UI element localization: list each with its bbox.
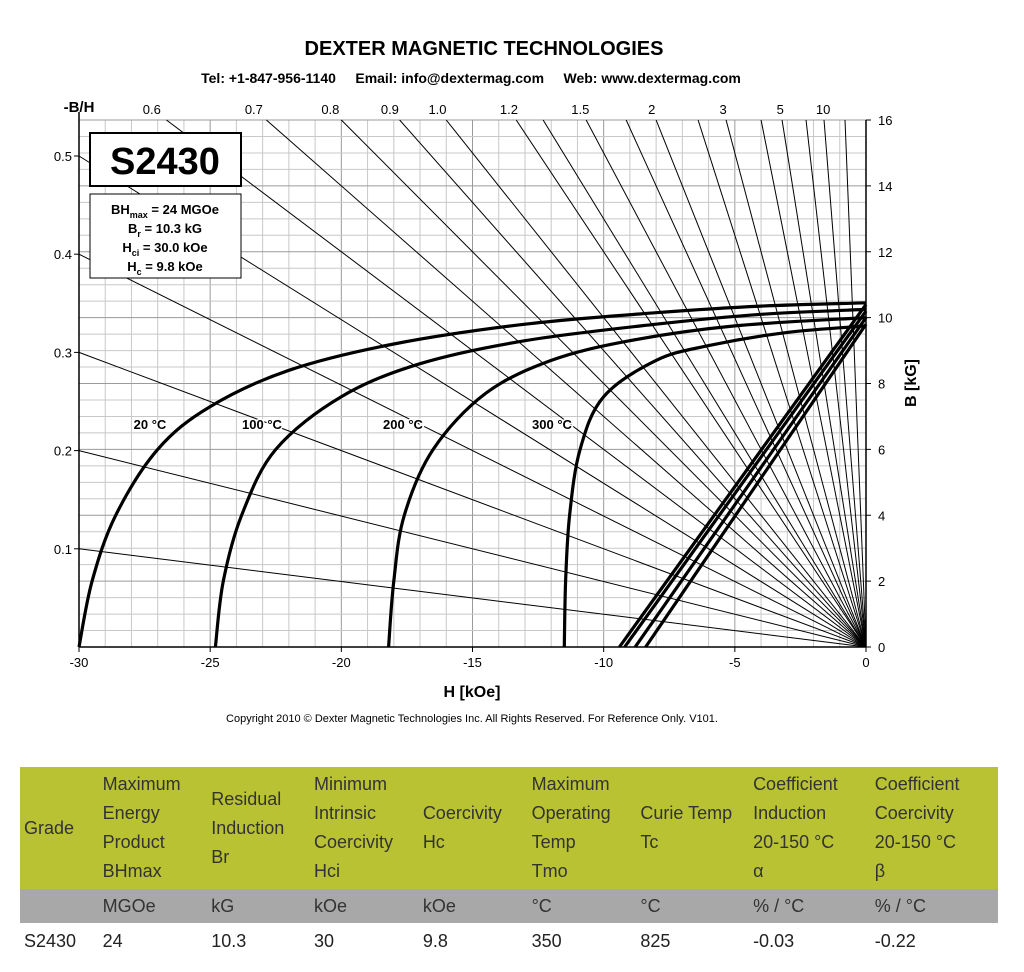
table-row — [20, 923, 998, 959]
left-tick-label: 0.5 — [53, 149, 72, 164]
x-tick-label: -25 — [200, 655, 220, 670]
table-cell: -0.03 — [753, 931, 795, 951]
table-unit-cell: kOe — [419, 889, 528, 923]
table-cell: 30 — [314, 931, 335, 951]
load-line-label: 2 — [648, 102, 656, 117]
curve-temp-label: 100 °C — [242, 417, 282, 432]
table-unit-cell — [20, 889, 99, 923]
x-tick-label: 0 — [862, 655, 870, 670]
table-header-cell: Residual Induction Br — [207, 767, 310, 889]
left-tick-label: 0.1 — [53, 541, 72, 557]
curve-temp-label: 300 °C — [532, 417, 572, 432]
grade-box — [90, 133, 241, 186]
y-tick-label: 10 — [878, 310, 893, 326]
table-header-cell: Grade — [20, 767, 99, 889]
y-tick-label: 16 — [878, 113, 893, 128]
left-tick-label: 0.2 — [53, 443, 72, 459]
load-line-label: 1.2 — [499, 102, 518, 117]
table-body — [20, 923, 998, 959]
table-header-cell: Coercivity Hc — [419, 767, 528, 889]
table-header-cell: Coefficient Induction 20-150 °C α — [749, 767, 871, 889]
table-header-cell: Maximum Operating Temp Tmo — [528, 767, 637, 889]
table-unit-cell: % / °C — [749, 889, 871, 923]
y-axis-label: B [kG] — [903, 359, 920, 407]
properties-table — [20, 767, 998, 959]
table-header-cell: Curie Temp Tc — [636, 767, 749, 889]
table-unit-cell: kG — [207, 889, 310, 923]
y-tick-label: 12 — [878, 244, 893, 260]
property-line: $H_c = 9.8$ kOe — [127, 259, 203, 277]
x-axis-label: H [kOe] — [443, 684, 501, 701]
table-cell: 350 — [531, 931, 562, 951]
property-line: $BH_{max} = 24$ MGOe — [111, 202, 219, 220]
load-line-label: 10 — [815, 102, 831, 117]
table-cell: 10.3 — [211, 931, 247, 951]
y-tick-label: 8 — [878, 376, 886, 392]
table-cell: -0.22 — [874, 931, 916, 951]
property-line: $H_{ci} = 30.0$ kOe — [122, 240, 208, 258]
x-tick-label: -20 — [331, 655, 351, 670]
x-tick-label: -30 — [69, 655, 89, 670]
table-unit-cell: % / °C — [871, 889, 998, 923]
company-title: DEXTER MAGNETIC TECHNOLOGIES — [304, 38, 664, 60]
load-line-label: 1.5 — [571, 102, 590, 117]
load-line-label: 0.7 — [244, 102, 263, 117]
load-line-label: 5 — [776, 102, 784, 117]
properties-box — [90, 194, 241, 278]
y-tick-label: 6 — [878, 442, 886, 458]
y-tick-label: 14 — [878, 178, 893, 194]
y-tick-label: 0 — [878, 640, 886, 655]
curve-temp-label: 200 °C — [383, 417, 423, 432]
table-cell: 825 — [640, 931, 671, 951]
load-line-label: 1.0 — [428, 102, 447, 117]
x-tick-label: -5 — [729, 655, 741, 670]
table-unit-cell: °C — [636, 889, 749, 923]
left-tick-label: 0.3 — [53, 345, 72, 361]
table-header-cell: Maximum Energy Product BHmax — [99, 767, 208, 889]
table-units-row — [20, 889, 998, 923]
curve-temp-label: 20 °C — [133, 417, 167, 432]
copyright-text: Copyright 2010 © Dexter Magnetic Technologies Inc. All Rights Reserved. For Reference Only. V101. — [226, 713, 718, 725]
load-line-label: 0.9 — [380, 102, 399, 117]
table-cell: S2430 — [24, 931, 77, 951]
x-tick-label: -15 — [463, 655, 482, 670]
load-line-label: 0.8 — [321, 102, 340, 117]
grade-label: S2430 — [110, 141, 220, 183]
table-header-row — [20, 767, 998, 889]
table-cell: 24 — [102, 931, 123, 951]
x-tick-label: -10 — [594, 655, 614, 670]
y-tick-label: 4 — [878, 508, 886, 524]
load-line-label: 0.6 — [142, 102, 161, 117]
left-axis-label: -B/H — [63, 99, 95, 116]
left-tick-label: 0.4 — [53, 247, 72, 263]
table-unit-cell: °C — [528, 889, 637, 923]
table-unit-cell: MGOe — [99, 889, 208, 923]
property-line: $B_r = 10.3$ kG — [128, 221, 202, 239]
table-cell: 9.8 — [422, 931, 448, 951]
table-unit-cell: kOe — [310, 889, 419, 923]
table-header-cell: Minimum Intrinsic Coercivity Hci — [310, 767, 419, 889]
load-line-label: 3 — [719, 102, 727, 117]
contact-line: Tel: +1-847-956-1140 Email: info@dextermag.com Web: www.dextermag.com — [201, 70, 741, 86]
table-header-cell: Coefficient Coercivity 20-150 °C β — [871, 767, 998, 889]
y-tick-label: 2 — [878, 574, 886, 590]
